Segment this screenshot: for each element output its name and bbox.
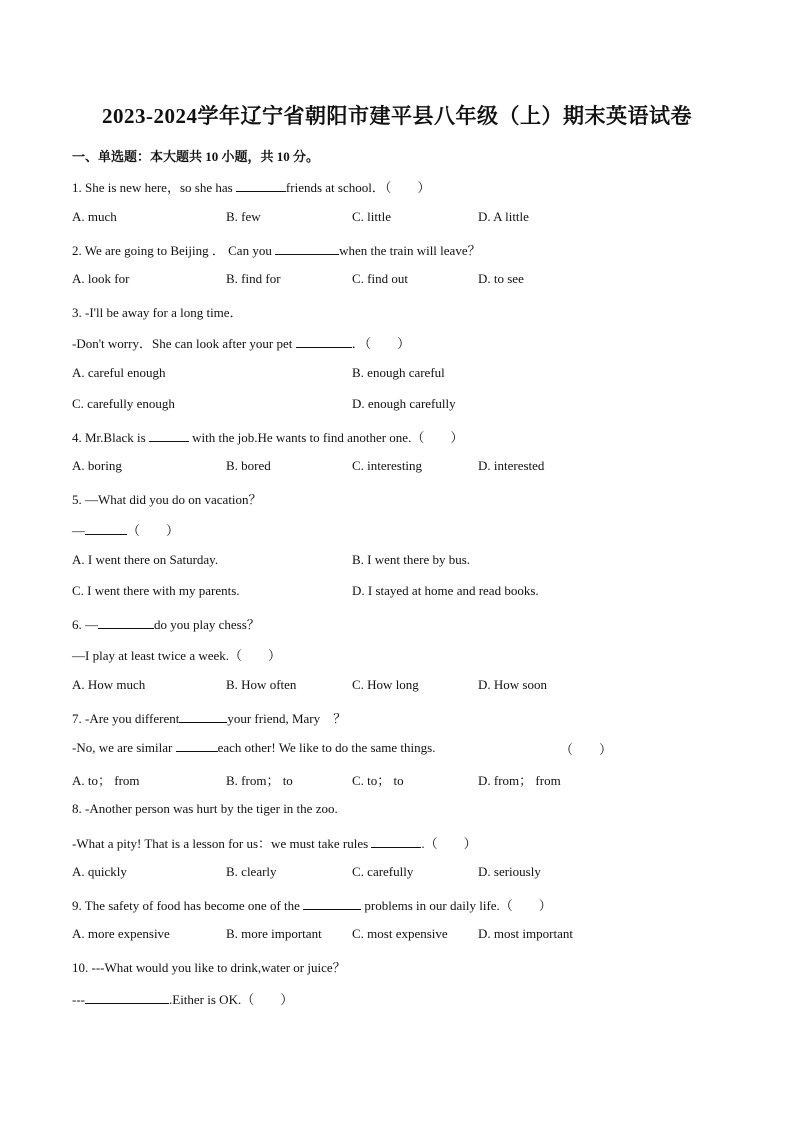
q7-option-c[interactable]: C. to； to [352, 773, 404, 788]
question-8-stem-line2: -What a pity! That is a lesson for us：we must take rules .（ ） [72, 836, 477, 851]
q6-option-c[interactable]: C. How long [352, 677, 419, 692]
question-1-stem: 1. She is new here，so she has friends at school．（ ） [72, 180, 431, 195]
q8-option-b[interactable]: B. clearly [226, 864, 277, 879]
q9-option-c[interactable]: C. most expensive [352, 926, 448, 941]
answer-blank [236, 179, 286, 192]
question-10-stem-line2: --- .Either is OK.（ ） [72, 992, 294, 1007]
q1-option-d[interactable]: D. A little [478, 209, 529, 224]
q4-option-d[interactable]: D. interested [478, 458, 545, 473]
q4-option-a[interactable]: A. boring [72, 458, 122, 473]
answer-blank [371, 835, 421, 848]
q8-option-a[interactable]: A. quickly [72, 864, 127, 879]
answer-blank [275, 242, 339, 255]
q3-option-c[interactable]: C. carefully enough [72, 396, 175, 411]
q7-option-b[interactable]: B. from； to [226, 773, 293, 788]
q9-option-b[interactable]: B. more important [226, 926, 322, 941]
question-6-stem-line2: —I play at least twice a week.（ ） [72, 648, 282, 663]
question-5-stem-line2: — （ ） [72, 523, 180, 538]
q6-option-b[interactable]: B. How often [226, 677, 297, 692]
q1-option-c[interactable]: C. little [352, 209, 391, 224]
q4-option-c[interactable]: C. interesting [352, 458, 423, 473]
question-3-stem-line2: -Don't worry．She can look after your pet ．（ ） [72, 336, 411, 351]
q3-option-a[interactable]: A. careful enough [72, 365, 166, 380]
q1-option-a[interactable]: A. much [72, 209, 117, 224]
q2-option-a[interactable]: A. look for [72, 271, 130, 286]
q6-option-d[interactable]: D. How soon [478, 677, 547, 692]
answer-blank [85, 522, 127, 535]
question-8-stem-line1: 8. -Another person was hurt by the tiger in the zoo. [72, 801, 338, 816]
q6-option-a[interactable]: A. How much [72, 677, 146, 692]
exam-title: 2023-2024学年辽宁省朝阳市建平县八年级（上）期末英语试卷 [102, 104, 692, 128]
q5-option-c[interactable]: C. I went there with my parents. [72, 583, 240, 598]
question-2-stem: 2. We are going to Beijing ． Can you when the train will leave？ [72, 243, 481, 258]
answer-blank [296, 335, 352, 348]
q2-option-d[interactable]: D. to see [478, 271, 524, 286]
answer-blank [85, 991, 169, 1004]
answer-blank [303, 897, 361, 910]
question-4-stem: 4. Mr.Black is with the job.He wants to find another one.（ ） [72, 430, 464, 445]
question-5-stem-line1: 5. —What did you do on vacation？ [72, 492, 262, 507]
question-9-stem: 9. The safety of food has become one of the problems in our daily life.（ ） [72, 898, 552, 913]
q5-option-b[interactable]: B. I went there by bus. [352, 552, 471, 567]
question-7-stem-line1: 7. -Are you different your friend, Mary ？ [72, 711, 347, 726]
answer-blank [149, 429, 189, 442]
question-7-stem-line2: -No, we are similar each other! We like to do the same things. （ ） [72, 740, 613, 757]
q5-option-a[interactable]: A. I went there on Saturday. [72, 552, 219, 567]
q9-option-d[interactable]: D. most important [478, 926, 573, 941]
question-10-stem-line1: 10. ---What would you like to drink,water or juice？ [72, 960, 346, 975]
question-6-stem-line1: 6. — do you play chess？ [72, 617, 260, 632]
answer-blank [179, 710, 227, 723]
q2-option-b[interactable]: B. find for [226, 271, 281, 286]
q9-option-a[interactable]: A. more expensive [72, 926, 170, 941]
q8-option-c[interactable]: C. carefully [352, 864, 414, 879]
q2-option-c[interactable]: C. find out [352, 271, 408, 286]
answer-blank [98, 616, 154, 629]
q3-option-d[interactable]: D. enough carefully [352, 396, 456, 411]
section-heading: 一、单选题：本大题共 10 小题，共 10 分。 [72, 149, 320, 164]
answer-blank [176, 739, 218, 752]
q7-option-d[interactable]: D. from； from [478, 773, 561, 788]
q5-option-d[interactable]: D. I stayed at home and read books. [352, 583, 539, 598]
q8-option-d[interactable]: D. seriously [478, 864, 541, 879]
question-3-stem-line1: 3. -I'll be away for a long time． [72, 305, 243, 320]
q4-option-b[interactable]: B. bored [226, 458, 271, 473]
q7-option-a[interactable]: A. to； from [72, 773, 140, 788]
q1-option-b[interactable]: B. few [226, 209, 261, 224]
q3-option-b[interactable]: B. enough careful [352, 365, 445, 380]
